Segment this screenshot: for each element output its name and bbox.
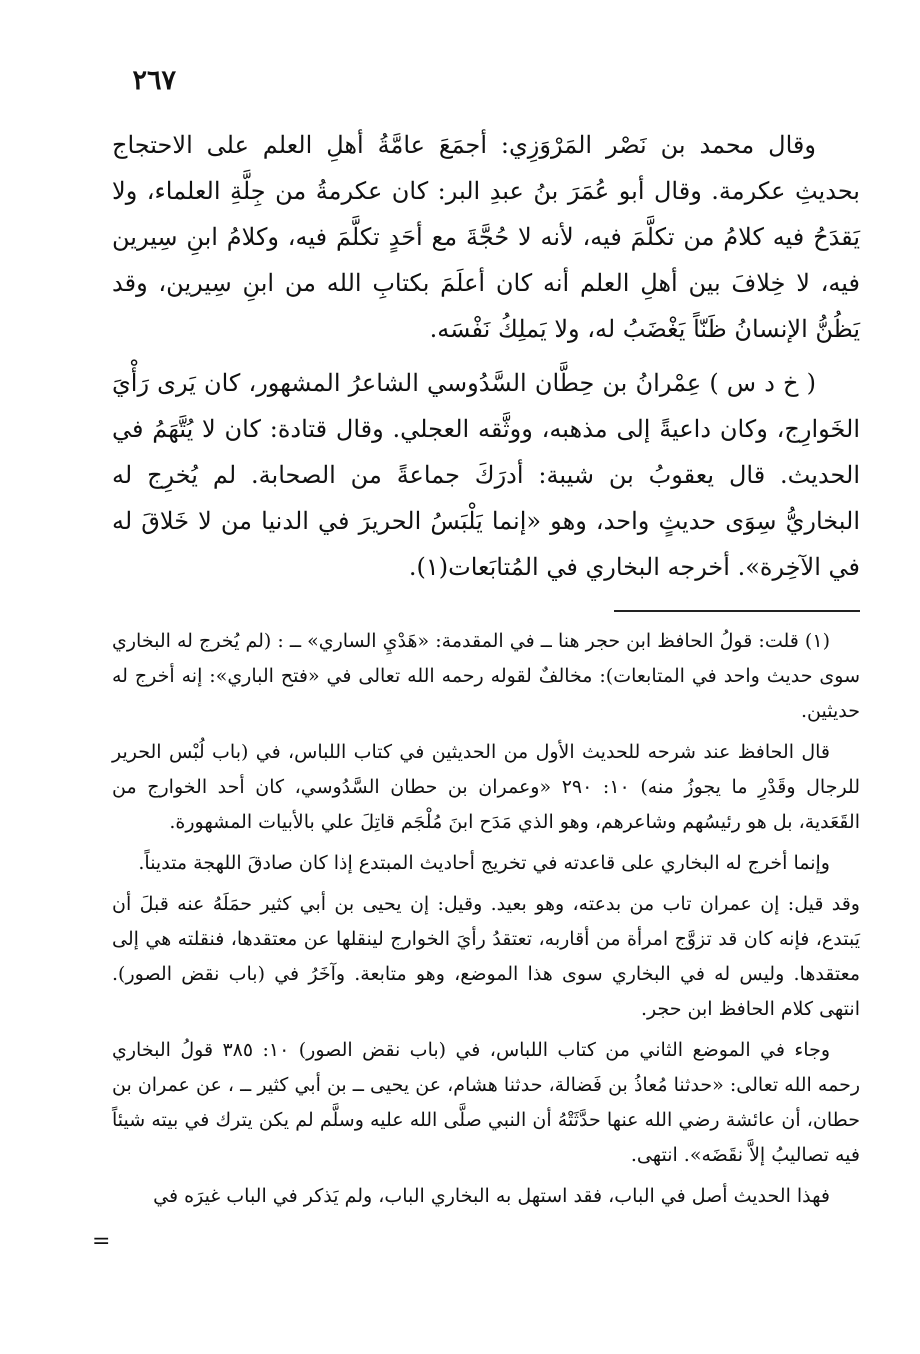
continuation-mark: = [92, 1229, 111, 1254]
footnote-paragraph-continued: فهذا الحديث أصل في الباب، فقد استهل به البخاري الباب، ولم يَذكر في الباب غيرَه في [153, 1185, 830, 1207]
main-paragraph-imran: ( خ د س ) عِمْرانُ بن حِطَّان السَّدُوسي الشاعرُ المشهور، كان يَرى رَأْيَ الخَوارِج، وكان داعيةً إلى مذهبه، ووثَّقه العجلي. وقال قتادة: كان لا يُتَّهَمُ في الحديث. قال يعقوبُ بن شيبة: أدرَكَ جماعةً من الصحابة. لم يُخرِج له البخاريُّ سِوَى حديثٍ واحد، وهو «إنما يَلْبَسُ الحريرَ في الدنيا من لا خَلاقَ له في الآخِرة». أخرجه البخاري في المُتابَعات(١). [112, 369, 860, 581]
footnote-paragraph: وجاء في الموضع الثاني من كتاب اللباس، في (باب نقض الصور) ١٠: ٣٨٥ قولُ البخاري رحمه الله تعالى: «حدثنا مُعاذُ بن فَضالة، حدثنا هشام، عن يحيى ــ بن أبي كثير ــ ، عن عمران بن حطان، أن عائشة رضي الله عنها حدَّثَتْهُ أن النبي صلَّى الله عليه وسلَّم لم يكن يترك في بيته شيئاً فيه تصاليبُ إلاَّ نقَضَه». انتهى. [112, 1039, 860, 1166]
footnotes [112, 624, 860, 1220]
footnote-paragraph: وإنما أخرج له البخاري على قاعدته في تخريج أحاديث المبتدع إذا كان صادقَ اللهجة متديناً. [138, 852, 830, 874]
footnote-paragraph: قال الحافظ عند شرحه للحديث الأول من الحديثين في كتاب اللباس، في (باب لُبْس الحرير للرجال وقَدْرِ ما يجوزُ منه) ١٠: ٢٩٠ «وعمران بن حطان السَّدُوسي، كان أحد الخوارج من القَعَدية، بل هو رئيسُهم وشاعرهم، وهو الذي مَدَح ابنَ مُلْجَم قاتِلَ علي بالأبيات المشهورة. [112, 741, 861, 833]
main-paragraph-ikrima: وقال محمد بن نَصْر المَرْوَزِي: أجمَعَ عامَّةُ أهلِ العلم على الاحتجاج بحديثِ عكرمة. وقال أبو عُمَرَ بنُ عبدِ البر: كان عكرمةُ من جِلَّةِ العلماء، ولا يَقدَحُ فيه كلامُ من تكلَّمَ فيه، لأنه لا حُجَّةَ مع أحَدٍ تكلَّمَ فيه، وكلامُ ابنِ سِيرين فيه، لا خِلافَ بين أهلِ العلم أنه كان أعلَمَ بكتابِ الله من ابنِ سِيرين، وقد يَظُنُّ الإنسانُ ظَنّاً يَغْضَبُ له، ولا يَملِكُ نَفْسَه. [112, 131, 861, 343]
main-text [112, 122, 860, 598]
page-number: ٢٦٧ [132, 65, 176, 96]
footnote-divider [614, 610, 860, 612]
footnote-paragraph: وقد قيل: إن عمران تاب من بدعته، وهو بعيد. وقيل: إن يحيى بن أبي كثير حمَلَهُ عنه قبلَ أن يَبتدع، فإنه كان قد تزوَّج امرأة من أقاربه، تعتقدُ رأيَ الخوارج لينقلها عن معتقدها، فنقلته هي إلى معتقدها. وليس له في البخاري سوى هذا الموضع، وهو متابعة. وآخَرُ في (باب نقض الصور). انتهى كلام الحافظ ابن حجر. [112, 893, 860, 1020]
footnote-paragraph: (١) قلت: قولُ الحافظ ابن حجر هنا ــ في المقدمة: «هَدْيِ الساري» ــ : (لم يُخرج له البخاري سوى حديث واحد في المتابعات): مخالفٌ لقوله رحمه الله تعالى في «فتح الباري»: إنه أخرج له حديثين. [112, 630, 860, 722]
